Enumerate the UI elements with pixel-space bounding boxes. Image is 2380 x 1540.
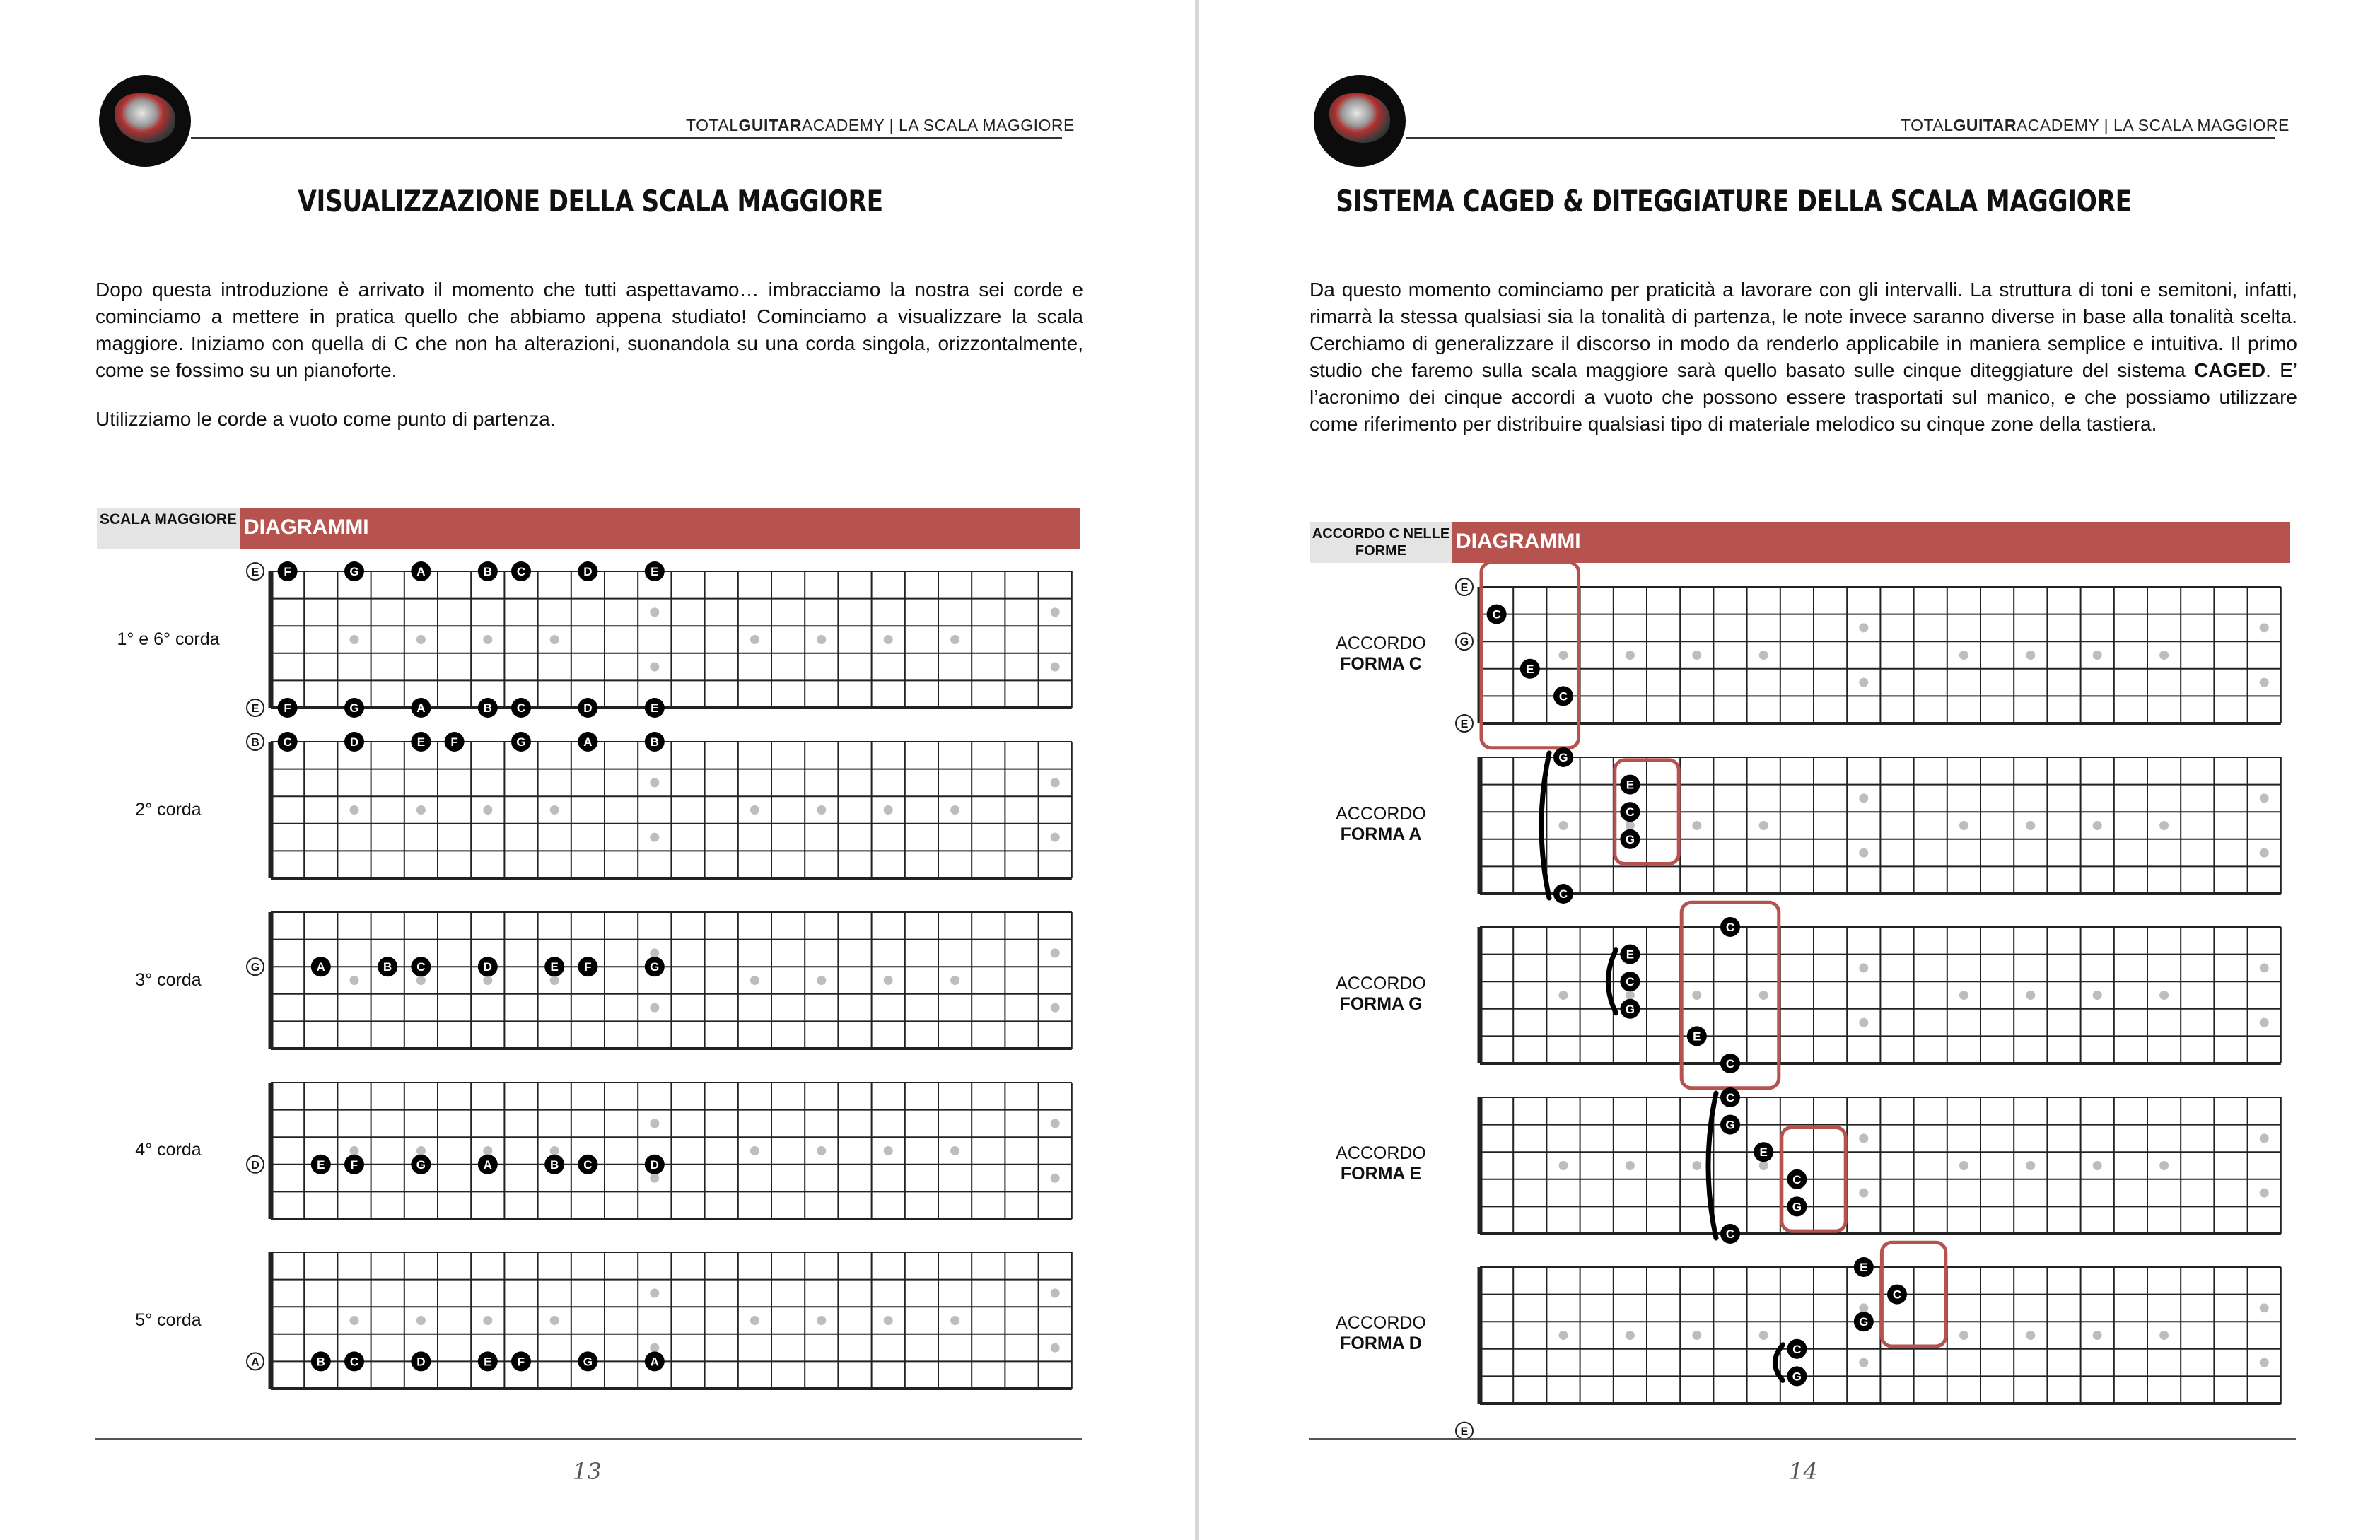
fretboard [247, 1252, 1072, 1389]
note-label: G [650, 960, 660, 974]
fret-inlay [2260, 963, 2269, 972]
note-label: G [1625, 1002, 1635, 1016]
fret-inlay [650, 1174, 659, 1183]
fret-inlay [483, 1316, 492, 1325]
fret-inlay [2026, 1161, 2035, 1170]
fret-inlay [350, 1146, 359, 1155]
fret-inlay [1559, 991, 1568, 1000]
fret-inlay [817, 1146, 826, 1155]
note-label: E [1693, 1029, 1701, 1044]
open-string-label: E [1460, 582, 1469, 594]
fret-inlay [950, 805, 959, 815]
fret-inlay [2260, 1018, 2269, 1027]
fret-inlay [1759, 1161, 1768, 1170]
note-label: C [1626, 805, 1635, 819]
fret-inlay [1759, 821, 1768, 830]
fret-inlay [2159, 1331, 2169, 1340]
fret-inlay [1051, 607, 1060, 617]
fret-inlay [650, 1003, 659, 1013]
fret-inlay [1626, 821, 1635, 830]
fret-inlay [2260, 848, 2269, 858]
note-label: G [416, 1157, 426, 1172]
fret-inlay [2093, 821, 2102, 830]
barre-bracket [1541, 753, 1549, 898]
fret-inlay [1859, 1133, 1868, 1143]
fret-inlay [650, 663, 659, 672]
note-label: F [284, 701, 291, 715]
note-label: C [1626, 975, 1635, 989]
fret-inlay [1051, 1174, 1060, 1183]
note-label: E [1526, 662, 1534, 676]
fret-inlay [1759, 1331, 1768, 1340]
footer-rule [95, 1438, 1082, 1440]
diagrams-label: DIAGRAMMI [1456, 530, 1581, 553]
note-label: A [316, 960, 325, 974]
fret-inlay [1959, 821, 1968, 830]
fret-inlay [2159, 651, 2169, 660]
fret-inlay [1626, 1331, 1635, 1340]
note-label: D [416, 1355, 426, 1369]
open-string-label: D [251, 1159, 259, 1172]
fret-inlay [950, 1146, 959, 1155]
row-label: ACCORDO FORMA E [1336, 1143, 1426, 1184]
note-label: D [583, 701, 593, 715]
open-string-label: A [251, 1356, 259, 1369]
table-column-header: ACCORDO C NELLE FORME [1310, 522, 1452, 563]
fret-inlay [416, 976, 426, 985]
fret-inlay [2260, 623, 2269, 632]
note-label: E [1860, 1261, 1868, 1274]
fret-inlay [817, 976, 826, 985]
row-label: 4° corda [135, 1140, 202, 1160]
note-label: B [483, 565, 492, 578]
open-string-label: G [250, 962, 260, 974]
note-label: C [416, 960, 426, 974]
fretboard [1480, 1087, 2281, 1244]
note-label: F [284, 565, 291, 578]
open-string-label: E [1460, 1425, 1469, 1438]
fret-inlay [817, 1316, 826, 1325]
right-page [1199, 0, 2380, 1540]
fret-inlay [1859, 793, 1868, 803]
note-label: F [350, 1157, 358, 1172]
note-label: A [416, 565, 426, 578]
fret-inlay [2026, 651, 2035, 660]
fret-inlay [416, 635, 426, 644]
fret-inlay [1692, 821, 1701, 830]
row-label: ACCORDO FORMA A [1336, 804, 1426, 844]
note-label: C [583, 1157, 593, 1172]
fret-inlay [1051, 663, 1060, 672]
fret-inlay [483, 635, 492, 644]
note-label: C [1792, 1172, 1802, 1186]
fret-inlay [2026, 991, 2035, 1000]
fret-inlay [884, 805, 893, 815]
fret-inlay [1692, 651, 1701, 660]
note-label: C [1725, 921, 1735, 934]
fret-inlay [416, 1146, 426, 1155]
note-label: C [516, 701, 526, 715]
fret-inlay [650, 833, 659, 842]
fret-inlay [550, 1146, 559, 1155]
note-label: C [1492, 607, 1501, 622]
fret-inlay [1859, 1189, 1868, 1198]
note-label: C [1792, 1342, 1802, 1356]
fret-inlay [1626, 1161, 1635, 1170]
fret-inlay [950, 976, 959, 985]
fret-inlay [550, 805, 559, 815]
note-label: G [349, 565, 359, 578]
fret-inlay [650, 948, 659, 957]
fret-inlay [1051, 833, 1060, 842]
open-string-label: B [251, 737, 259, 749]
note-label: A [583, 735, 593, 749]
row-label: 2° corda [135, 800, 202, 819]
fret-inlay [1959, 651, 1968, 660]
fret-inlay [750, 635, 759, 644]
fret-inlay [884, 1146, 893, 1155]
page-number: 13 [573, 1458, 602, 1485]
note-label: C [516, 565, 526, 578]
note-label: C [1725, 1091, 1735, 1104]
note-label: C [349, 1355, 359, 1369]
row-label: 5° corda [135, 1310, 202, 1330]
note-label: G [516, 735, 526, 749]
fret-inlay [750, 1146, 759, 1155]
note-label: G [583, 1355, 593, 1369]
fretboard [247, 1083, 1072, 1219]
fret-inlay [884, 1316, 893, 1325]
note-label: G [1725, 1118, 1735, 1132]
row-label: ACCORDO FORMA D [1336, 1313, 1426, 1353]
row-label: ACCORDO FORMA G [1336, 974, 1426, 1014]
fret-inlay [1559, 1161, 1568, 1170]
row-label: 1° e 6° corda [117, 629, 220, 649]
note-label: A [483, 1157, 492, 1172]
fret-inlay [1859, 1018, 1868, 1027]
note-label: E [1626, 778, 1635, 792]
note-label: C [1725, 1057, 1735, 1071]
fret-inlay [350, 976, 359, 985]
note-label: G [1792, 1370, 1802, 1384]
fret-inlay [1559, 1331, 1568, 1340]
note-label: E [1626, 947, 1635, 962]
fret-inlay [1859, 1358, 1868, 1367]
fret-inlay [1051, 1003, 1060, 1013]
fretboard [1456, 1242, 2281, 1439]
note-label: G [1558, 751, 1568, 764]
fret-inlay [2026, 1331, 2035, 1340]
fret-inlay [950, 1316, 959, 1325]
fret-inlay [2260, 1189, 2269, 1198]
open-string-label: E [1460, 718, 1469, 730]
footer-rule [1309, 1438, 2296, 1440]
fret-inlay [483, 976, 492, 985]
fret-inlay [1692, 991, 1701, 1000]
note-label: F [450, 735, 458, 749]
fret-inlay [750, 976, 759, 985]
fret-inlay [650, 778, 659, 787]
fret-inlay [1626, 991, 1635, 1000]
note-label: A [416, 701, 426, 715]
note-label: E [317, 1157, 325, 1172]
fret-inlay [817, 635, 826, 644]
fret-inlay [1051, 778, 1060, 787]
fretboard [1480, 902, 2281, 1087]
caged-fretboard-diagrams [1199, 0, 2380, 1540]
note-label: B [483, 701, 492, 715]
note-label: B [383, 960, 392, 974]
fret-inlay [1692, 1161, 1701, 1170]
note-label: E [416, 735, 426, 749]
fret-inlay [2093, 1331, 2102, 1340]
note-label: G [1625, 832, 1635, 846]
fretboard [247, 561, 1072, 718]
fret-inlay [2260, 1303, 2269, 1312]
caged-paragraph: Da questo momento cominciamo per praticità a lavorare con gli intervalli. La struttura di toni e semitoni, infatti, rimarrà la stessa qualsiasi sia la tonalità di partenza, le note invece saranno diverse in base alla tonalità scelta. Cerchiamo di generalizzare il discorso in modo da renderlo applicabile in maniera semplice e intuitiva. Il primo studio che faremo sulla scala maggiore sarà quello basato sulle cinque diteggiature del sistema CAGED. E’ l’acronimo dei cinque accordi a vuoto che possono essere trasportati sul manico, e che possiamo utilizzare come riferimento per distribuire qualsiasi tipo di materiale melodico su cinque zone della tastiera. [1309, 279, 2297, 435]
open-string-label: E [251, 566, 259, 578]
fret-inlay [2159, 821, 2169, 830]
fret-inlay [750, 805, 759, 815]
fret-inlay [1051, 1343, 1060, 1353]
fret-inlay [2260, 678, 2269, 687]
fret-inlay [350, 1316, 359, 1325]
note-label: C [1725, 1227, 1735, 1241]
fret-inlay [1051, 1119, 1060, 1128]
note-label: D [583, 565, 593, 578]
note-label: C [1558, 887, 1568, 901]
fret-inlay [884, 635, 893, 644]
note-label: E [1759, 1145, 1768, 1160]
intro-paragraph-2: Utilizziamo le corde a vuoto come punto di partenza. [95, 408, 556, 430]
fret-inlay [650, 1119, 659, 1128]
fret-inlay [1859, 678, 1868, 687]
note-label: C [283, 735, 292, 749]
fret-inlay [1051, 1288, 1060, 1297]
note-label: F [584, 960, 592, 974]
fret-inlay [2093, 1161, 2102, 1170]
fret-inlay [483, 805, 492, 815]
fret-inlay [1959, 1161, 1968, 1170]
fret-inlay [817, 805, 826, 815]
fret-inlay [550, 976, 559, 985]
note-label: G [1859, 1315, 1869, 1329]
fretboard [1456, 562, 2281, 747]
open-string-label: E [251, 703, 259, 715]
fret-inlay [350, 635, 359, 644]
fret-inlay [650, 1288, 659, 1297]
barre-bracket [1708, 1093, 1716, 1238]
fret-inlay [1959, 991, 1968, 1000]
fret-inlay [2093, 651, 2102, 660]
fret-inlay [1559, 651, 1568, 660]
fret-inlay [1559, 821, 1568, 830]
fret-inlay [884, 976, 893, 985]
fret-inlay [2260, 1133, 2269, 1143]
fret-inlay [1959, 1331, 1968, 1340]
fretboard [247, 732, 1072, 878]
fretboard [247, 912, 1072, 1049]
fret-inlay [1692, 1331, 1701, 1340]
fret-inlay [2093, 991, 2102, 1000]
note-label: G [1792, 1200, 1802, 1214]
fret-inlay [350, 805, 359, 815]
fret-inlay [650, 607, 659, 617]
note-label: E [550, 960, 559, 974]
fret-inlay [1051, 948, 1060, 957]
fret-inlay [1859, 1303, 1868, 1312]
fret-inlay [1859, 963, 1868, 972]
note-label: F [517, 1355, 525, 1369]
fret-inlay [1759, 651, 1768, 660]
note-label: B [650, 735, 659, 749]
fret-inlay [2026, 821, 2035, 830]
note-label: C [1892, 1288, 1902, 1302]
fret-inlay [1626, 651, 1635, 660]
note-label: C [1558, 689, 1568, 704]
table-column-header: SCALA MAGGIORE [97, 508, 240, 549]
fret-inlay [416, 1316, 426, 1325]
note-label: G [349, 701, 359, 715]
fret-inlay [2260, 1358, 2269, 1367]
fret-inlay [650, 1343, 659, 1353]
fret-inlay [483, 1146, 492, 1155]
fret-inlay [550, 635, 559, 644]
fret-inlay [1759, 991, 1768, 1000]
note-label: E [651, 565, 659, 578]
page-number: 14 [1789, 1458, 1818, 1485]
fret-inlay [2159, 1161, 2169, 1170]
fret-inlay [1859, 623, 1868, 632]
fret-inlay [2159, 991, 2169, 1000]
open-string-label: G [1459, 636, 1469, 649]
note-label: D [349, 735, 359, 749]
row-label: 3° corda [135, 970, 202, 990]
page-title: SISTEMA CAGED & DITEGGIATURE DELLA SCALA MAGGIORE [1336, 184, 2132, 218]
note-label: B [550, 1157, 559, 1172]
note-label: D [650, 1157, 659, 1172]
row-label: ACCORDO FORMA C [1336, 634, 1426, 674]
note-label: A [650, 1355, 659, 1369]
fret-inlay [950, 635, 959, 644]
intro-paragraph: Dopo questa introduzione è arrivato il momento che tutti aspettavamo… imbracciamo la nostra sei corde e cominciamo a mettere in pratica quello che abbiamo appena studiato! Cominciamo a visualizzare la scala maggiore. Iniziamo con quella di C che non ha alterazioni, suonandola su una corda singola, orizzontalmente, come se fossimo su un pianoforte. [95, 279, 1083, 381]
note-label: D [483, 960, 492, 974]
note-label: E [651, 701, 659, 715]
note-label: E [484, 1355, 492, 1369]
fret-inlay [750, 1316, 759, 1325]
diagrams-label: DIAGRAMMI [244, 515, 369, 539]
running-header: TOTALGUITARACADEMY | LA SCALA MAGGIORE [686, 116, 1075, 134]
fret-inlay [550, 1316, 559, 1325]
fret-inlay [2260, 793, 2269, 803]
running-header: TOTALGUITARACADEMY | LA SCALA MAGGIORE [1901, 116, 2289, 134]
page-title: VISUALIZZAZIONE DELLA SCALA MAGGIORE [298, 184, 883, 218]
barre-bracket [1775, 1345, 1783, 1381]
fretboard [1480, 747, 2281, 904]
fret-inlay [416, 805, 426, 815]
fret-inlay [1859, 848, 1868, 858]
note-label: B [316, 1355, 325, 1369]
